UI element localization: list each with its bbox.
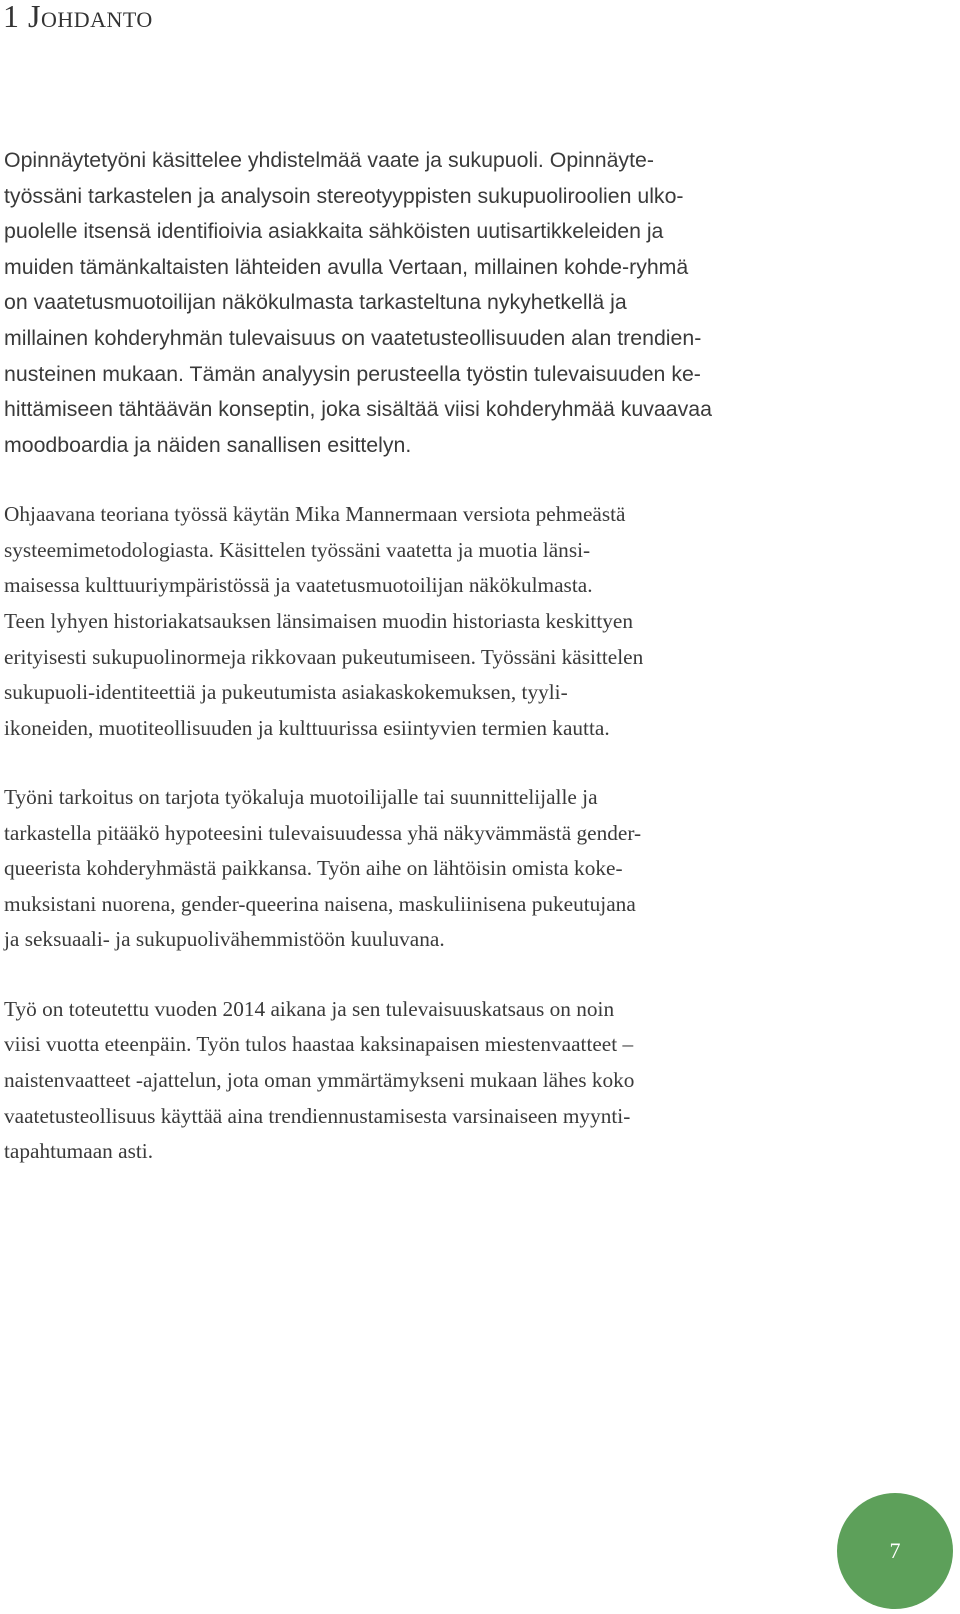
paragraph-line: queerista kohderyhmästä paikkansa. Työn aihe on lähtöisin omista koke-	[4, 856, 623, 881]
paragraph-line: Opinnäytetyöni käsittelee yhdistelmää vaate ja sukupuoli. Opinnäyte-	[4, 148, 654, 172]
paragraph-line: millainen kohderyhmän tulevaisuus on vaatetusteollisuuden alan trendien-	[4, 325, 702, 350]
paragraph-line: on vaatetusmuotoilijan näkökulmasta tarkasteltuna nykyhetkellä ja	[4, 290, 627, 315]
paragraph-line: systeemimetodologiasta. Käsittelen työssäni vaatetta ja muotia länsi-	[4, 537, 591, 562]
paragraph-line: ja seksuaali- ja sukupuolivähemmistöön kuuluvana.	[4, 927, 445, 952]
paragraph-line: naistenvaatteet -ajattelun, jota oman ymmärtämykseni mukaan lähes koko	[4, 1068, 635, 1093]
paragraph-line: tapahtumaan asti.	[4, 1139, 154, 1164]
paragraph-line: erityisesti sukupuolinormeja rikkovaan pukeutumiseen. Työssäni käsittelen	[4, 644, 644, 669]
paragraph-line: Työ on toteutettu vuoden 2014 aikana ja sen tulevaisuuskatsaus on noin	[4, 996, 615, 1021]
paragraph-intro	[4, 143, 944, 463]
paragraph-line: maisessa kulttuuriympäristössä ja vaatetusmuotoilijan näkökulmasta.	[4, 573, 593, 598]
paragraph-line: Työni tarkoitus on tarjota työkaluja muotoilijalle tai suunnittelijalle ja	[4, 785, 598, 810]
paragraph-line: työssäni tarkastelen ja analysoin stereotyyppisten sukupuoliroolien ulko-	[4, 183, 684, 208]
paragraph-line: sukupuoli-identiteettiä ja pukeutumista asiakaskokemuksen, tyyli-	[4, 680, 568, 705]
page-number-badge	[837, 1493, 953, 1609]
paragraph-line: moodboardia ja näiden sanallisen esittelyn.	[4, 432, 412, 457]
paragraph-line: muksistani nuorena, gender-queerina naisena, maskuliinisena pukeutujana	[4, 891, 636, 916]
page-number: 7	[889, 1538, 901, 1563]
paragraph-line: Teen lyhyen historiakatsauksen länsimaisen muodin historiasta keskittyen	[4, 608, 634, 633]
paragraph-line: puolelle itsensä identifioivia asiakkaita sähköisten uutisartikkeleiden ja	[4, 219, 664, 244]
paragraph-theory	[4, 497, 944, 746]
chapter-heading: 1 Johdanto	[3, 0, 153, 34]
paragraph-line: vaatetusteollisuus käyttää aina trendiennustamisesta varsinaiseen myynti-	[4, 1103, 631, 1128]
paragraph-line: ikoneiden, muotiteollisuuden ja kulttuurissa esiintyvien termien kautta.	[4, 715, 610, 740]
paragraph-line: tarkastella pitääkö hypoteesini tulevaisuudessa yhä näkyvämmästä gender-	[4, 820, 642, 845]
paragraph-line: hittämiseen tähtäävän konseptin, joka sisältää viisi kohderyhmää kuvaavaa	[4, 397, 712, 422]
body-text	[4, 143, 944, 1170]
paragraph-line: nusteinen mukaan. Tämän analyysin perusteella työstin tulevaisuuden ke-	[4, 361, 701, 386]
paragraph-purpose	[4, 780, 944, 958]
paragraph-line: viisi vuotta eteenpäin. Työn tulos haastaa kaksinapaisen miestenvaatteet –	[4, 1032, 634, 1057]
paragraph-line: muiden tämänkaltaisten lähteiden avulla Vertaan, millainen kohde-ryhmä	[4, 254, 689, 279]
paragraph-timeline	[4, 992, 944, 1170]
paragraph-line: Ohjaavana teoriana työssä käytän Mika Mannermaan versiota pehmeästä	[4, 502, 626, 527]
